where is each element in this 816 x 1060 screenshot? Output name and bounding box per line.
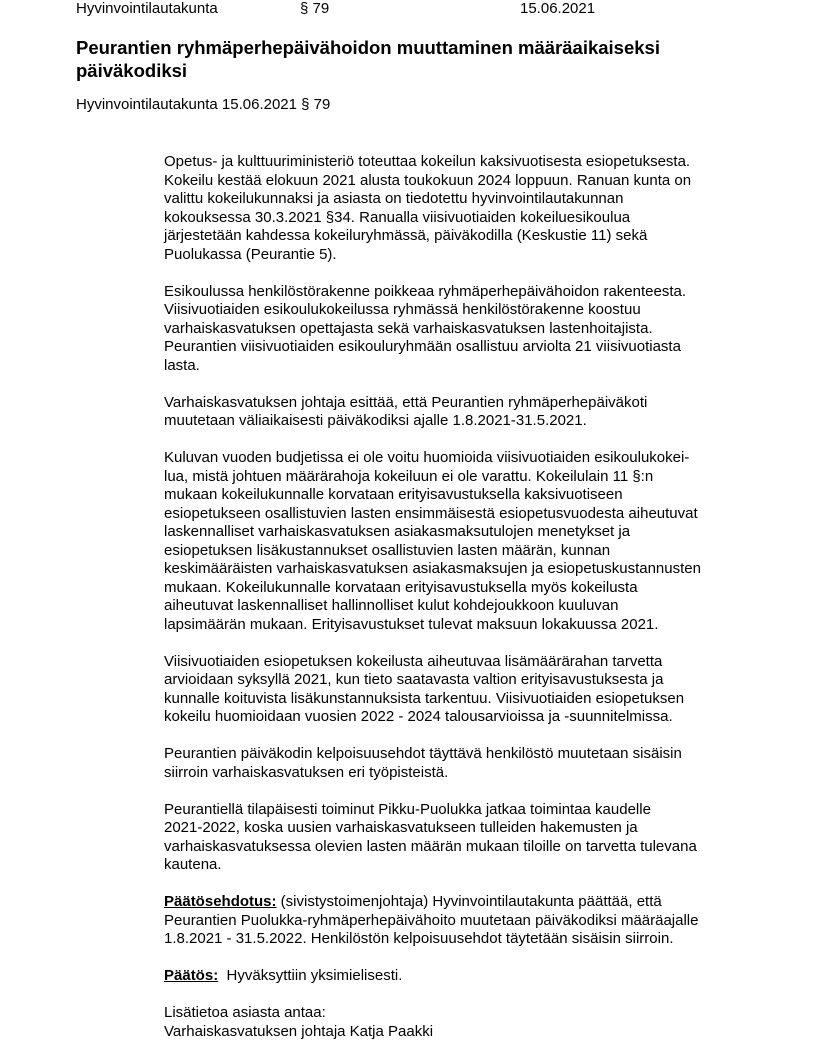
document-body [164, 153, 804, 1060]
paragraph: Opetus- ja kulttuuriministeriö toteuttaa kokeilun kaksivuotisesta esiopetuksesta. Kokeilu kestää elokuun 2021 alusta toukokuun 2024 loppuun. Ranuan kunta on valittu kokeilukunnaksi ja asiasta on tiedotettu hyvinvointilautakunnan kokouksessa 30.3.2021 §34. Ranualla viisivuotiaiden kokeiluesikoulua järjestetään kahdessa kokeiluryhmässä, päiväkodilla (Keskustie 11) sekä Puolukassa (Peurantie 5). [164, 153, 692, 263]
document-title: Peurantien ryhmäperhepäivähoidon muuttaminen määräaikaiseksi päiväkodiksi [76, 37, 660, 81]
header-body: Hyvinvointilautakunta [76, 0, 218, 17]
decision-proposal [164, 893, 804, 949]
decision-text: Hyväksyttiin yksimielisesti. [218, 967, 403, 984]
paragraph: Peurantien päiväkodin kelpoisuusehdot täyttävä henkilöstö muutetaan sisäisin siirroin varhaiskasvatuksen eri työpisteistä. [164, 745, 682, 781]
decision-label: Päätös: [164, 967, 219, 984]
paragraph: Viisivuotiaiden esiopetuksen kokeilusta aiheutuvaa lisämäärärahan tarvetta arvioidaan syksyllä 2021, kun tieto saatavasta valtion erityisavustuksesta ja kunnalle koituvista lisäkunstannuksista tarkentuu. Viisivuotiaiden esiopetuksen kokeilu huomioidaan vuosien 2022 - 2024 talousarvioissa ja -suunnitelmissa. [164, 652, 685, 725]
header-date: 15.06.2021 [520, 0, 596, 17]
decision [164, 967, 804, 986]
proposal-label: Päätösehdotus: [164, 893, 277, 910]
header-section: § 79 [300, 0, 330, 17]
paragraph: Peurantiellä tilapäisesti toiminut Pikku-Puolukka jatkaa toimintaa kaudelle 2021-2022, koska uusien varhaiskasvatukseen tulleiden hakemusten ja varhaiskasvatuksessa olevien lasten määrän mukaan tiloille on tarvetta tulevana kautena. [164, 800, 697, 873]
contact-info: Lisätietoa asiasta antaa: Varhaiskasvatuksen johtaja Katja Paakki [164, 1004, 434, 1040]
paragraph: Varhaiskasvatuksen johtaja esittää, että Peurantien ryhmäperhepäiväkoti muutetaan väliaikaisesti päiväkodiksi ajalle 1.8.2021-31.5.2021. [164, 393, 648, 429]
paragraph: Kuluvan vuoden budjetissa ei ole voitu huomioida viisivuotiaiden esikoulukokei- lua, mistä johtuen määrärahoja kokeiluun ei ole varattu. Kokeilulain 11 §:n mukaan kokeilukunnalle korvataan erityisavustuksella kaksivuotiseen esiopetukseen osallistuvien lasten ensimmäisestä esiopetusvuodesta aiheutuvat laskennalliset varhaiskasvatuksen asiakasmaksutulojen menetykset ja esiopetuksen lisäkustannukset osallistuvien lasten määrän, kunnan keskimääräisten varhaiskasvatuksen asiakasmaksujen ja esiopetuskustannusten mukaan. Kokeilukunnalle korvataan erityisavustuksella myös kokeilusta aiheutuvat laskennalliset hallinnolliset kulut kohdejoukkoon kuuluvan lapsimäärän mukaan. Erityisavustukset tulevat maksuun lokakuussa 2021. [164, 449, 701, 633]
document-subtitle: Hyvinvointilautakunta 15.06.2021 § 79 [76, 96, 331, 113]
proposal-text: (sivistystoimenjohtaja) Hyvinvointilautakunta päättää, että Peurantien Puolukka-ryhmäperhepäivähoito muutetaan päiväkodiksi määräajalle 1.8.2021 - 31.5.2022. Henkilöstön kelpoisuusehdot täytetään sisäisin siirroin. [164, 893, 699, 947]
paragraph: Esikoulussa henkilöstörakenne poikkeaa ryhmäperhepäivähoidon rakenteesta. Viisivuotiaiden esikoulukokeilussa ryhmässä henkilöstörakenne koostuu varhaiskasvatuksen opettajasta sekä varhaiskasvatuksen lastenhoitajista. Peurantien viisivuotiaiden esikouluryhmään osallistuu arviolta 21 viisivuotiasta lasta. [164, 282, 686, 374]
